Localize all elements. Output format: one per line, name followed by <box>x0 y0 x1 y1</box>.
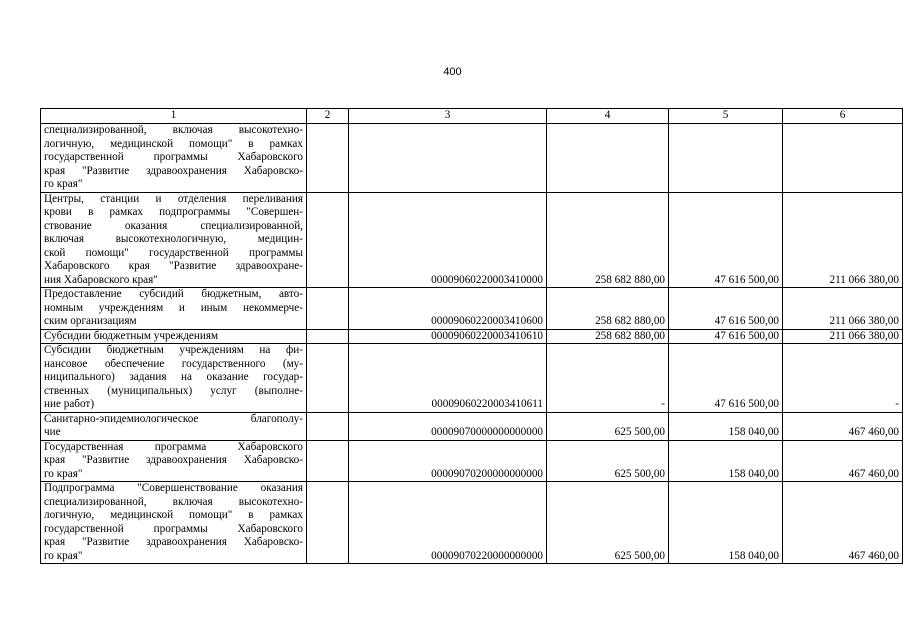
row-description <box>41 482 307 564</box>
header-row <box>41 109 903 124</box>
description-line: края "Развитие здравоохранения Хабаровско- <box>44 536 303 548</box>
row-value-col5: 47 616 500,00 <box>669 288 783 330</box>
description-line: ние работ) <box>44 398 95 410</box>
row-value-col4: 258 682 880,00 <box>547 192 669 288</box>
description-line: ственных (муниципальных) услуг (выполне- <box>44 384 303 397</box>
header-cell: 5 <box>669 109 783 124</box>
row-value-col4: 625 500,00 <box>547 412 669 440</box>
description-line: ствование оказания специализированной, <box>44 219 303 232</box>
row-col2 <box>307 412 349 440</box>
row-code: 00009060220003410611 <box>349 344 547 413</box>
row-code: 00009060220003410000 <box>349 192 547 288</box>
row-value-col5 <box>669 124 783 193</box>
row-value-col6: - <box>783 344 903 413</box>
description-line: ской помощи" государственной программы <box>44 246 303 259</box>
header-cell: 3 <box>349 109 547 124</box>
row-value-col6: 211 066 380,00 <box>783 192 903 288</box>
description-line: края "Развитие здравоохранения Хабаровско- <box>44 454 303 466</box>
budget-table <box>40 108 903 564</box>
row-code: 00009070000000000000 <box>349 412 547 440</box>
description-line: крови в рамках подпрограммы "Совершен- <box>44 206 303 218</box>
row-value-col6: 467 460,00 <box>783 412 903 440</box>
page-number: 400 <box>443 66 462 78</box>
row-value-col6: 467 460,00 <box>783 440 903 482</box>
row-col2 <box>307 192 349 288</box>
description-line: государственной программы Хабаровского <box>44 522 303 535</box>
row-value-col6: 467 460,00 <box>783 482 903 564</box>
table-row <box>41 288 903 330</box>
description-line: включая высокотехнологичную, медицин- <box>44 233 303 245</box>
description-line: Субсидии бюджетным учреждениям <box>44 329 219 342</box>
row-value-col5: 47 616 500,00 <box>669 344 783 413</box>
row-description <box>41 412 307 440</box>
row-col2 <box>307 344 349 413</box>
row-value-col4: - <box>547 344 669 413</box>
row-code: 00009060220003410600 <box>349 288 547 330</box>
description-line: края "Развитие здравоохранения Хабаровско- <box>44 164 303 177</box>
row-value-col6: 211 066 380,00 <box>783 329 903 344</box>
row-code: 00009070220000000000 <box>349 482 547 564</box>
row-description <box>41 288 307 330</box>
table-row <box>41 440 903 482</box>
table-row <box>41 482 903 564</box>
row-value-col5: 158 040,00 <box>669 482 783 564</box>
description-line: го края" <box>44 467 83 480</box>
row-description <box>41 124 307 193</box>
row-value-col5: 47 616 500,00 <box>669 329 783 344</box>
row-col2 <box>307 124 349 193</box>
row-value-col6: 211 066 380,00 <box>783 288 903 330</box>
row-description <box>41 440 307 482</box>
table-row <box>41 124 903 193</box>
description-line: нансовое обеспечение государственного (му- <box>44 357 303 370</box>
row-value-col5: 47 616 500,00 <box>669 192 783 288</box>
description-line: государственной программы Хабаровского <box>44 151 303 163</box>
table-row <box>41 192 903 288</box>
row-description <box>41 344 307 413</box>
table-row <box>41 344 903 413</box>
header-cell: 6 <box>783 109 903 124</box>
description-line: логичную, медицинской помощи" в рамках <box>44 509 303 521</box>
row-value-col5: 158 040,00 <box>669 412 783 440</box>
description-line: номным учреждениям и иным некоммерче- <box>44 301 303 314</box>
row-col2 <box>307 440 349 482</box>
description-line: Санитарно-эпидемиологическое благополу- <box>44 412 303 425</box>
description-line: чие <box>44 426 61 438</box>
description-line: Хабаровского края "Развитие здравоохране- <box>44 260 303 272</box>
description-line: го края" <box>44 549 83 562</box>
description-line: Предоставление субсидий бюджетным, авто- <box>44 288 303 300</box>
description-line: специализированной, включая высокотехно- <box>44 495 303 508</box>
description-line: логичную, медицинской помощи" в рамках <box>44 137 303 150</box>
row-code: 00009060220003410610 <box>349 329 547 344</box>
row-code: 00009070200000000000 <box>349 440 547 482</box>
row-code <box>349 124 547 193</box>
row-col2 <box>307 329 349 344</box>
row-value-col4: 625 500,00 <box>547 440 669 482</box>
header-cell: 1 <box>41 109 307 124</box>
description-line: Подпрограмма "Совершенствование оказания <box>44 482 303 494</box>
description-line: Государственная программа Хабаровского <box>44 440 303 453</box>
row-value-col4: 625 500,00 <box>547 482 669 564</box>
table-row <box>41 329 903 344</box>
row-value-col6 <box>783 124 903 193</box>
description-line: ния Хабаровского края" <box>44 273 158 286</box>
table-row <box>41 412 903 440</box>
description-line: специализированной, включая высокотехно- <box>44 124 303 136</box>
row-value-col5: 158 040,00 <box>669 440 783 482</box>
description-line: ским организациям <box>44 315 137 327</box>
row-description <box>41 192 307 288</box>
description-line: ниципального) задания на оказание государ- <box>44 371 303 383</box>
description-line: Центры, станции и отделения переливания <box>44 192 303 205</box>
row-value-col4: 258 682 880,00 <box>547 329 669 344</box>
row-description <box>41 329 307 344</box>
description-line: го края" <box>44 178 83 190</box>
header-cell: 4 <box>547 109 669 124</box>
row-value-col4: 258 682 880,00 <box>547 288 669 330</box>
row-col2 <box>307 288 349 330</box>
row-value-col4 <box>547 124 669 193</box>
description-line: Субсидии бюджетным учреждениям на фи- <box>44 344 303 356</box>
header-cell: 2 <box>307 109 349 124</box>
row-col2 <box>307 482 349 564</box>
